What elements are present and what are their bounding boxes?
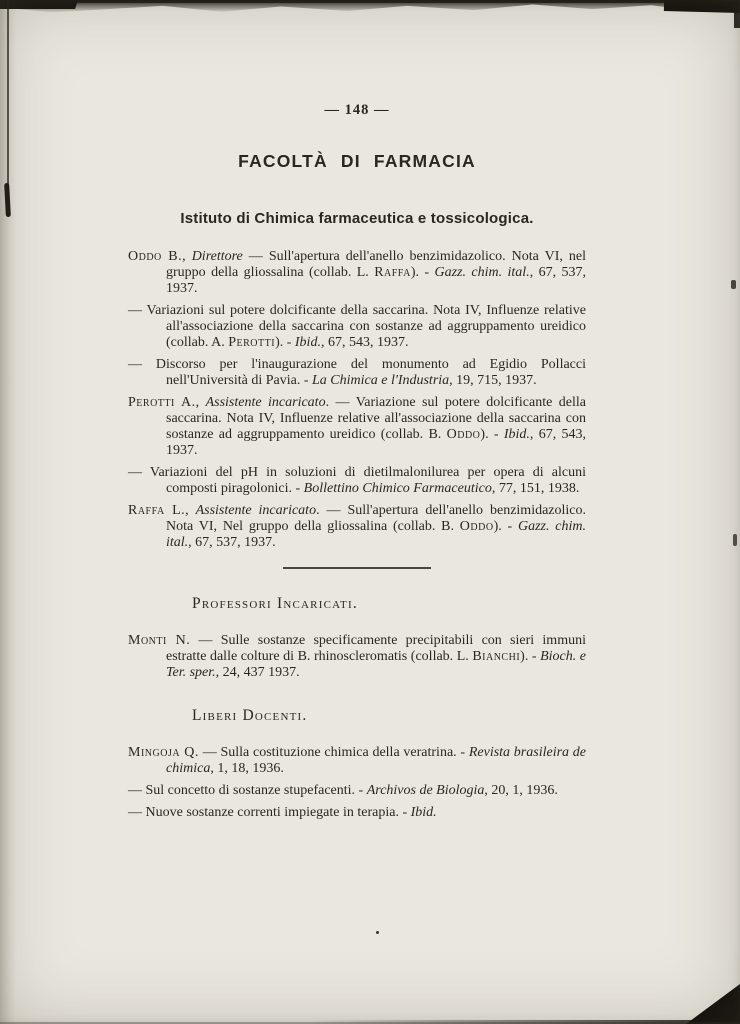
- section-heading: Liberi Docenti.: [192, 706, 308, 724]
- scan-artifact-top-right-blob: [664, 0, 740, 13]
- bibliography-entry: Oddo B., Direttore — Sull'apertura dell'anello benzimidazolico. Nota VI, nel gruppo della gliossalina (collab. L. Raffa). - Gazz. chim. ital., 67, 537, 1937.: [128, 249, 587, 296]
- scan-artifact-top-left-blob: [0, 0, 78, 9]
- scan-artifact-right-dash: [733, 534, 737, 546]
- bibliography-entry: — Discorso per l'inaugurazione del monumento ad Egidio Pollacci nell'Università di Pavia. - La Chimica e l'Industria, 19, 715, 1937.: [128, 357, 586, 388]
- bibliography-entry: Mingoja Q. — Sulla costituzione chimica della veratrina. - Revista brasileira de chimica, 1, 18, 1936.: [128, 744, 587, 776]
- scan-artifact-right-dash: [731, 280, 736, 289]
- bibliography-entry: Raffa L., Assistente incaricato. — Sull'apertura dell'anello benzimidazolico. Nota VI, Nel gruppo della gliossalina (collab. B. Oddo). - Gazz. chim. ital., 67, 537, 1937.: [128, 503, 587, 550]
- page-content: [128, 0, 586, 827]
- page-number: — 148 —: [324, 102, 390, 118]
- bibliography-entry: — Variazioni del pH in soluzioni di dietilmalonilurea per opera di alcuni composti piragolonici. - Bollettino Chimico Farmaceutico, 77, 151, 1938.: [128, 465, 586, 496]
- scan-artifact-left-blob: [4, 183, 11, 217]
- section-heading: Professori Incaricati.: [192, 594, 358, 612]
- section-divider: [283, 567, 431, 569]
- bibliography-entry: — Variazioni sul potere dolcificante della saccarina. Nota IV, Influenze relative all'associazione della saccarina con sostanze ad aggruppamento ureidico (collab. A. Perotti). - Ibid., 67, 543, 1937.: [128, 303, 586, 350]
- bibliography-entry: Monti N. — Sulle sostanze specificamente precipitabili con sieri immuni estratte dalle colture di B. rhinoscleromatis (collab. L. Bianchi). - Bioch. e Ter. sper., 24, 437 1937.: [128, 632, 586, 680]
- scan-artifact-bottom-right-corner: [686, 984, 740, 1024]
- institute-subtitle: Istituto di Chimica farmaceutica e tossicologica.: [180, 210, 534, 227]
- scan-artifact-right-top-edge: [734, 0, 740, 28]
- bibliography-entry: — Sul concetto di sostanze stupefacenti. - Archivos de Biologia, 20, 1, 1936.: [128, 782, 558, 798]
- scan-artifact-dot: [376, 931, 379, 934]
- bibliography: [128, 249, 586, 821]
- bibliography-entry: — Nuove sostanze correnti impiegate in terapia. - Ibid.: [128, 804, 437, 820]
- scan-artifact-left-line: [7, 0, 9, 208]
- scan-artifact-left-vignette: [0, 0, 16, 1024]
- faculty-title: FACOLTÀ DI FARMACIA: [238, 151, 476, 171]
- scan-artifact-bottom-line: [310, 1020, 740, 1024]
- bibliography-entry: Perotti A., Assistente incaricato. — Variazione sul potere dolcificante della saccarina. Nota IV, Influenze relative all'associazione della saccarina con sostanze ad aggruppamento ureidico (collab. B. Oddo). - Ibid., 67, 543, 1937.: [128, 395, 587, 458]
